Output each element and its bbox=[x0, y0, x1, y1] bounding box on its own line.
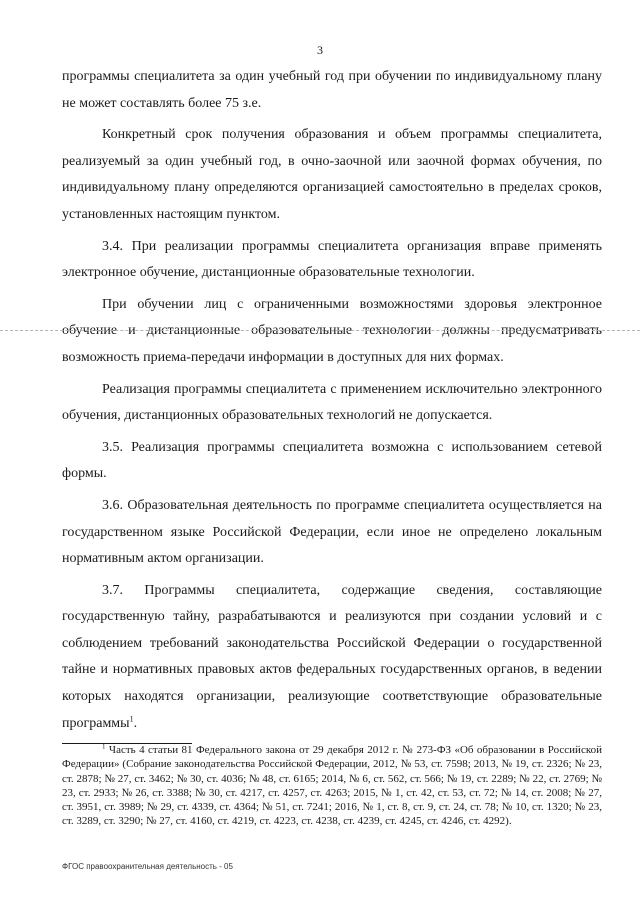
paragraph-3-7 bbox=[62, 578, 602, 738]
page-number: 3 bbox=[317, 43, 323, 57]
paragraph-exclusive-e-learning: Реализация программы специалитета с применением исключительно электронного обучения, дистанционных образовательных технологий не допускается. bbox=[62, 381, 602, 424]
paragraph-3-5: 3.5. Реализация программы специалитета возможна с использованием сетевой формы. bbox=[62, 439, 602, 482]
footnote-marker: 1 bbox=[129, 714, 134, 723]
paragraph-continuation: программы специалитета за один учебный год при обучении по индивидуальному плану не может составлять более 75 з.е. bbox=[62, 69, 602, 111]
paragraph-term-duration: Конкретный срок получения образования и объем программы специалитета, реализуемый за один учебный год, в очно-заочной или заочной формах обучения, по индивидуальному плану определяются организацией самостоятельно в пределах сроков, установленных настоящим пунктом. bbox=[62, 127, 602, 222]
paragraph-3-7-period: . bbox=[133, 715, 138, 731]
paragraph-3-7-text: 3.7. Программы специалитета, содержащие сведения, составляющие государственную тайну, разрабатываются и реализуются при создании условий и с соблюдением требований законодательства Российской Федерации о государственной тайне и нормативных правовых актов федеральных государственных органов, в ведении которых находятся организации, реализующие соответствующие образовательные программы bbox=[62, 582, 602, 731]
footnote bbox=[62, 743, 602, 829]
paragraph-disabilities: При обучении лиц с ограниченными возможностями здоровья электронное обучение и дистанционные образовательные технологии должны предусматривать возможность приема-передачи информации в доступных для них формах. bbox=[62, 296, 602, 365]
footnote-number: 1 bbox=[102, 742, 106, 751]
paragraph-3-4: 3.4. При реализации программы специалитета организация вправе применять электронное обучение, дистанционные образовательные технологии. bbox=[62, 238, 602, 281]
scan-artifact-line bbox=[0, 330, 640, 331]
body-text bbox=[62, 64, 602, 742]
footnote-text: Часть 4 статьи 81 Федерального закона от 29 декабря 2012 г. № 273-ФЗ «Об образовании в Российской Федерации» (Собрание законодательства Российской Федерации, 2012, № 53, ст. 7598; 2013, № 19, ст. 2326; № 23, ст. 2878; № 27, ст. 3462; № 30, ст. 4036; № 48, ст. 6165; 2014, № 6, ст. 562, ст. 566; № 19, ст. 2289; № 22, ст. 2769; № 23, ст. 2933; № 26, ст. 3388; № 30, ст. 4217, ст. 4257, ст. 4263; 2015, № 1, ст. 42, ст. 53, ст. 72; № 14, ст. 2008; № 27, ст. 3951, ст. 3989; № 29, ст. 4339, ст. 4364; № 51, ст. 7241; 2016, № 1, ст. 8, ст. 9, ст. 24, ст. 78; № 10, ст. 1320; № 23, ст. 3289, ст. 3290; № 27, ст. 4160, ст. 4219, ст. 4223, ст. 4238, ст. 4239, ст. 4245, ст. 4246, ст. 4292). bbox=[62, 744, 603, 828]
paragraph-3-6: 3.6. Образовательная деятельность по программе специалитета осуществляется на государственном языке Российской Федерации, если иное не определено локальным нормативным актом организации. bbox=[62, 497, 602, 567]
footer-label: ФГОС правоохранительная деятельность - 05 bbox=[62, 862, 233, 871]
